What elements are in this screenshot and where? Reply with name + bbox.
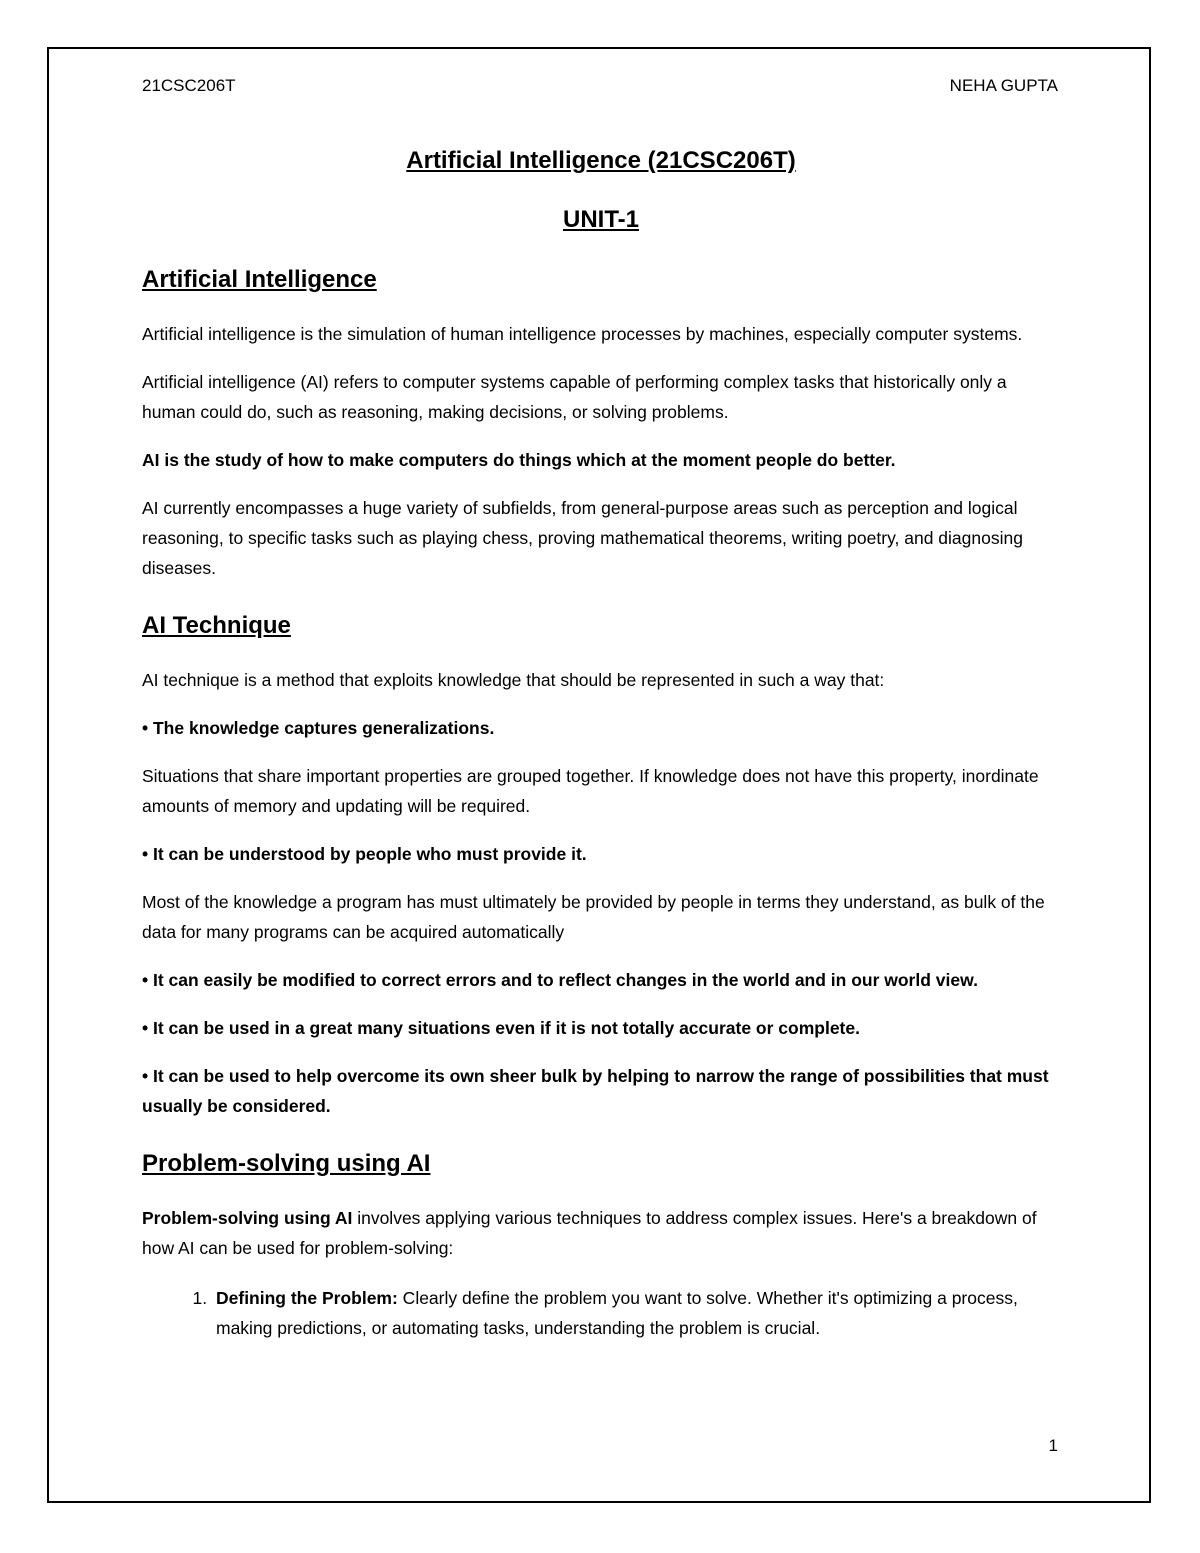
bullet-point: • It can easily be modified to correct errors and to reflect changes in the world and in our world view. [142, 970, 978, 990]
document-title: Artificial Intelligence (21CSC206T) [406, 147, 796, 174]
paragraph: Situations that share important properties are grouped together. If knowledge does not have this property, inordinate amounts of memory and updating will be required. [142, 766, 1039, 816]
section-heading-ai: Artificial Intelligence [142, 266, 377, 293]
paragraph: Most of the knowledge a program has must ultimately be provided by people in terms they understand, as bulk of the data for many programs can be acquired automatically [142, 892, 1045, 942]
numbered-list [142, 1283, 1060, 1343]
paragraph-text: involves applying various techniques to address complex issues. Here's a breakdown of how AI can be used for problem-solving: [142, 1208, 1037, 1258]
list-item-text: Clearly define the problem you want to solve. Whether it's optimizing a process, making predictions, or automating tasks, understanding the problem is crucial. [216, 1288, 1018, 1338]
bullet-point: • It can be used to help overcome its own sheer bulk by helping to narrow the range of possibilities that must usually be considered. [142, 1066, 1049, 1116]
paragraph-bold: AI is the study of how to make computers do things which at the moment people do better. [142, 450, 896, 470]
section-heading-technique: AI Technique [142, 612, 291, 639]
list-item [212, 1283, 1060, 1343]
header-author: NEHA GUPTA [949, 76, 1058, 95]
section-heading-problem-solving: Problem-solving using AI [142, 1150, 431, 1177]
bullet-point: • It can be used in a great many situations even if it is not totally accurate or complete. [142, 1018, 860, 1038]
paragraph: Artificial intelligence (AI) refers to computer systems capable of performing complex tasks that historically only a human could do, such as reasoning, making decisions, or solving problems. [142, 372, 1007, 422]
paragraph: Artificial intelligence is the simulation of human intelligence processes by machines, especially computer systems. [142, 324, 1023, 344]
header-course-code: 21CSC206T [142, 76, 236, 95]
document-body [142, 140, 1060, 1343]
paragraph [142, 1203, 1060, 1263]
unit-title: UNIT-1 [562, 206, 639, 233]
paragraph: AI currently encompasses a huge variety of subfields, from general-purpose areas such as perception and logical reasoning, to specific tasks such as playing chess, proving mathematical theorems, writing poetry, and diagnosing diseases. [142, 498, 1023, 578]
inline-bold-term: Problem-solving using AI [142, 1208, 353, 1228]
bullet-point: • The knowledge captures generalizations. [142, 718, 495, 738]
bullet-point: • It can be understood by people who must provide it. [142, 844, 587, 864]
page-number: 1 [1048, 1436, 1058, 1455]
paragraph: AI technique is a method that exploits knowledge that should be represented in such a way that: [142, 670, 885, 690]
list-item-label: Defining the Problem: [216, 1288, 398, 1308]
